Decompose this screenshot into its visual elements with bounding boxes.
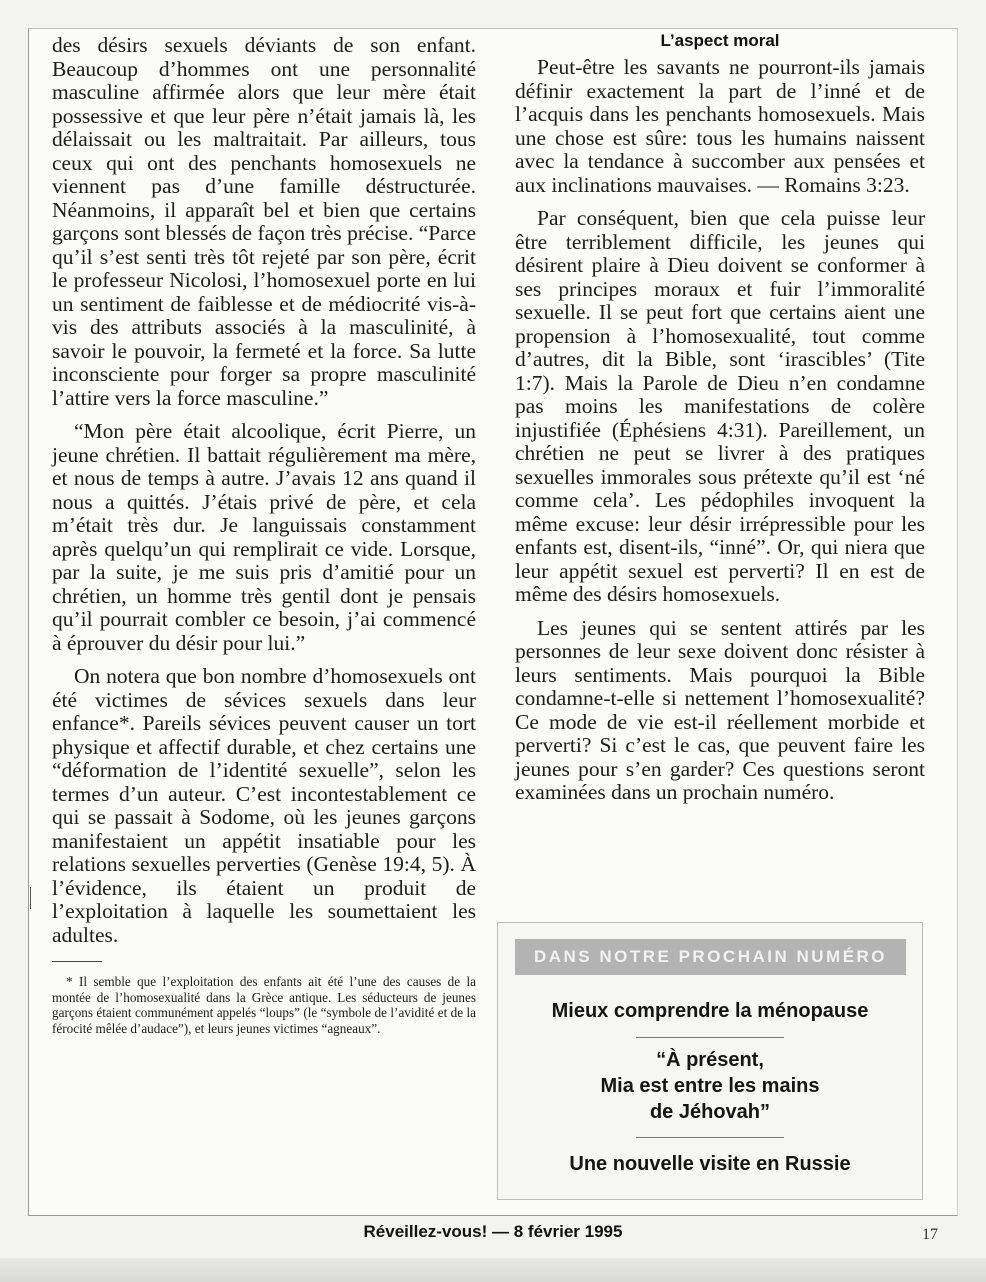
divider	[636, 1037, 784, 1038]
body-paragraph: Les jeunes qui se sentent attirés par les personnes de leur sexe doivent donc résister à leurs sentiments. Mais pourquoi la Bible condamne-t-elle si nettement l’homosexualité? Ce mode de vie est-il réellement morbide et perverti? Si c’est le cas, que peuvent faire les jeunes pour s’en garder? Ces questions seront examinées dans un prochain numéro.	[515, 615, 925, 804]
next-issue-item-line: Mia est entre les mains	[600, 1075, 820, 1097]
next-issue-item: Mieux comprendre la ménopause	[551, 1000, 869, 1022]
next-issue-item-line: “À présent,	[656, 1049, 764, 1071]
next-issue-item-line: de Jéhovah”	[649, 1101, 771, 1123]
body-paragraph: On notera que bon nombre d’homosexuels ont été victimes de sévices sexuels dans leur enfance*. Pareils sévices peuvent causer un tort physique et affectif durable, et chez certains une “déformation de l’identité sexuelle”, selon les termes d’un auteur. C’est incontestablement ce qui se passait à Sodome, où les jeunes garçons manifestaient un appétit insatiable pour les relations sexuelles perverties (Genèse 19:4, 5). À l’évidence, ils étaient un produit de l’exploitation à laquelle les soumettaient les adultes.	[52, 664, 476, 947]
left-column	[52, 34, 476, 1046]
next-issue-banner: DANS NOTRE PROCHAIN NUMÉRO	[515, 939, 906, 975]
next-issue-item: Une nouvelle visite en Russie	[569, 1153, 851, 1175]
footnote: * Il semble que l’exploitation des enfants ait été l’une des causes de la montée de l’homosexualité dans la Grèce antique. Les séducteurs de jeunes garçons étaient communément appelés “loups” (le “symbole de l’avidité et de la férocité mêlée d’audace”), et leurs jeunes victimes “agneaux”.	[52, 974, 476, 1036]
page-number: 17	[922, 1226, 938, 1243]
right-column	[515, 31, 925, 815]
footnote-rule	[52, 961, 102, 962]
divider	[636, 1137, 784, 1138]
body-paragraph: “Mon père était alcoolique, écrit Pierre, un jeune chrétien. Il battait régulièrement ma mère, et nous de temps à autre. J’avais 12 ans quand il nous a quittés. J’étais privé de père, et cela m’était très dur. Je languissais constamment après quelqu’un qui remplirait ce vide. Lorsque, par la suite, je me suis pris d’amitié pour un chrétien, un homme très gentil dont je pensais qu’il pourrait combler ce besoin, j’ai commencé à éprouver du désir pour lui.”	[52, 419, 476, 655]
section-title: L’aspect moral	[660, 31, 780, 50]
publication-footer: Réveillez-vous! — 8 février 1995	[363, 1222, 623, 1241]
body-paragraph: des désirs sexuels déviants de son enfant. Beaucoup d’hommes ont une personnalité masculine affirmée alors que leur mère était possessive et que leur père n’était jamais là, les délaissait ou les maltraitait. Par ailleurs, tous ceux qui ont des penchants homosexuels ne viennent pas d’une famille déstructurée. Néanmoins, il apparaît bel et bien que certains garçons sont blessés de façon très précise. “Parce qu’il s’est senti très tôt rejeté par son père, écrit le professeur Nicolosi, l’homosexuel porte en lui un sentiment de faiblesse et de médiocrité vis-à-vis des attributs associés à la masculinité, à savoir le pouvoir, la fermeté et la force. Sa lutte inconsciente pour forger sa propre masculinité l’attire vers la force masculine.”	[52, 33, 476, 410]
body-paragraph: Peut-être les savants ne pourront-ils jamais définir exactement la part de l’inné et de l’acquis dans les penchants homosexuels. Mais une chose est sûre: tous les humains naissent avec la tendance à succomber aux pensées et aux inclinations mauvaises. — Romains 3:23.	[515, 55, 925, 197]
body-paragraph: Par conséquent, bien que cela puisse leur être terriblement difficile, les jeunes qui désirent plaire à Dieu doivent se conformer à ses principes moraux et fuir l’immoralité sexuelle. Il se peut fort que certains aient une propension à l’homosexualité, tout comme d’autres, dit la Bible, sont ‘irascibles’ (Tite 1:7). Mais la Parole de Dieu n’en condamne pas moins les manifestations de colère injustifiée (Éphésiens 4:31). Pareillement, un chrétien ne peut se livrer à des pratiques sexuelles immorales sous prétexte qu’il est ‘né comme cela’. Les pédophiles invoquent la même excuse: leur désir irrépressible pour les enfants est, disent-ils, “inné”. Or, qui niera que leur appétit sexuel est perverti? Il en est de même des désirs homosexuels.	[515, 206, 925, 606]
next-issue-box	[497, 922, 923, 1200]
scan-edge	[0, 1258, 986, 1282]
margin-mark	[30, 887, 31, 909]
